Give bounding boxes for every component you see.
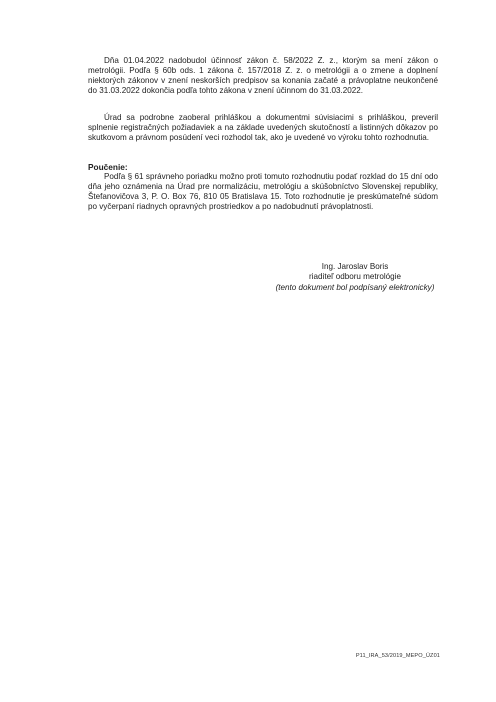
signature-block (220, 262, 490, 293)
signatory-name: Ing. Jaroslav Boris (321, 262, 389, 271)
instruction-heading: Poučenie: (88, 162, 128, 172)
signatory-position: riaditeľ odboru metrológie (309, 272, 401, 282)
instruction-paragraph: Podľa § 61 správneho poriadku možno proti tomuto rozhodnutiu podať rozklad do 15 dní odo dňa jeho oznámenia na Úrad pre normalizáciu, metrológiu a skúšobníctvo Slovenskej republiky, Štefanovičova 3, P. O. Box 76, 810 05 Bratislava 15. Toto rozhodnutie je preskúmateľné súdom po vyčerpaní riadnych opravných prostriedkov a po nadobudnutí právoplatnosti. (88, 172, 438, 212)
paragraph-law-change: Dňa 01.04.2022 nadobudol účinnosť zákon č. 58/2022 Z. z., ktorým sa mení zákon o metrológii. Podľa § 60b ods. 1 zákona č. 157/2018 Z. z. o metrológii a o zmene a doplnení niektorých zákonov v znení neskorších predpisov sa konania začaté a právoplatne neukončené do 31.03.2022 dokončia podľa tohto zákona v znení účinnom do 31.03.2022. (88, 56, 438, 96)
paragraph-office-decision: Úrad sa podrobne zaoberal prihláškou a dokumentmi súvisiacimi s prihláškou, preveril splnenie registračných požiadaviek a na základe uvedených skutočností a listinných dôkazov po skutkovom a právnom posúdení veci rozhodol tak, ako je uvedené vo výroku tohto rozhodnutia. (88, 113, 438, 143)
electronic-signature-note: (tento dokument bol podpísaný elektronicky) (275, 282, 435, 292)
document-footer-code: P11_IRA_53/2019_MEPO_ÚZ01 (355, 653, 440, 659)
